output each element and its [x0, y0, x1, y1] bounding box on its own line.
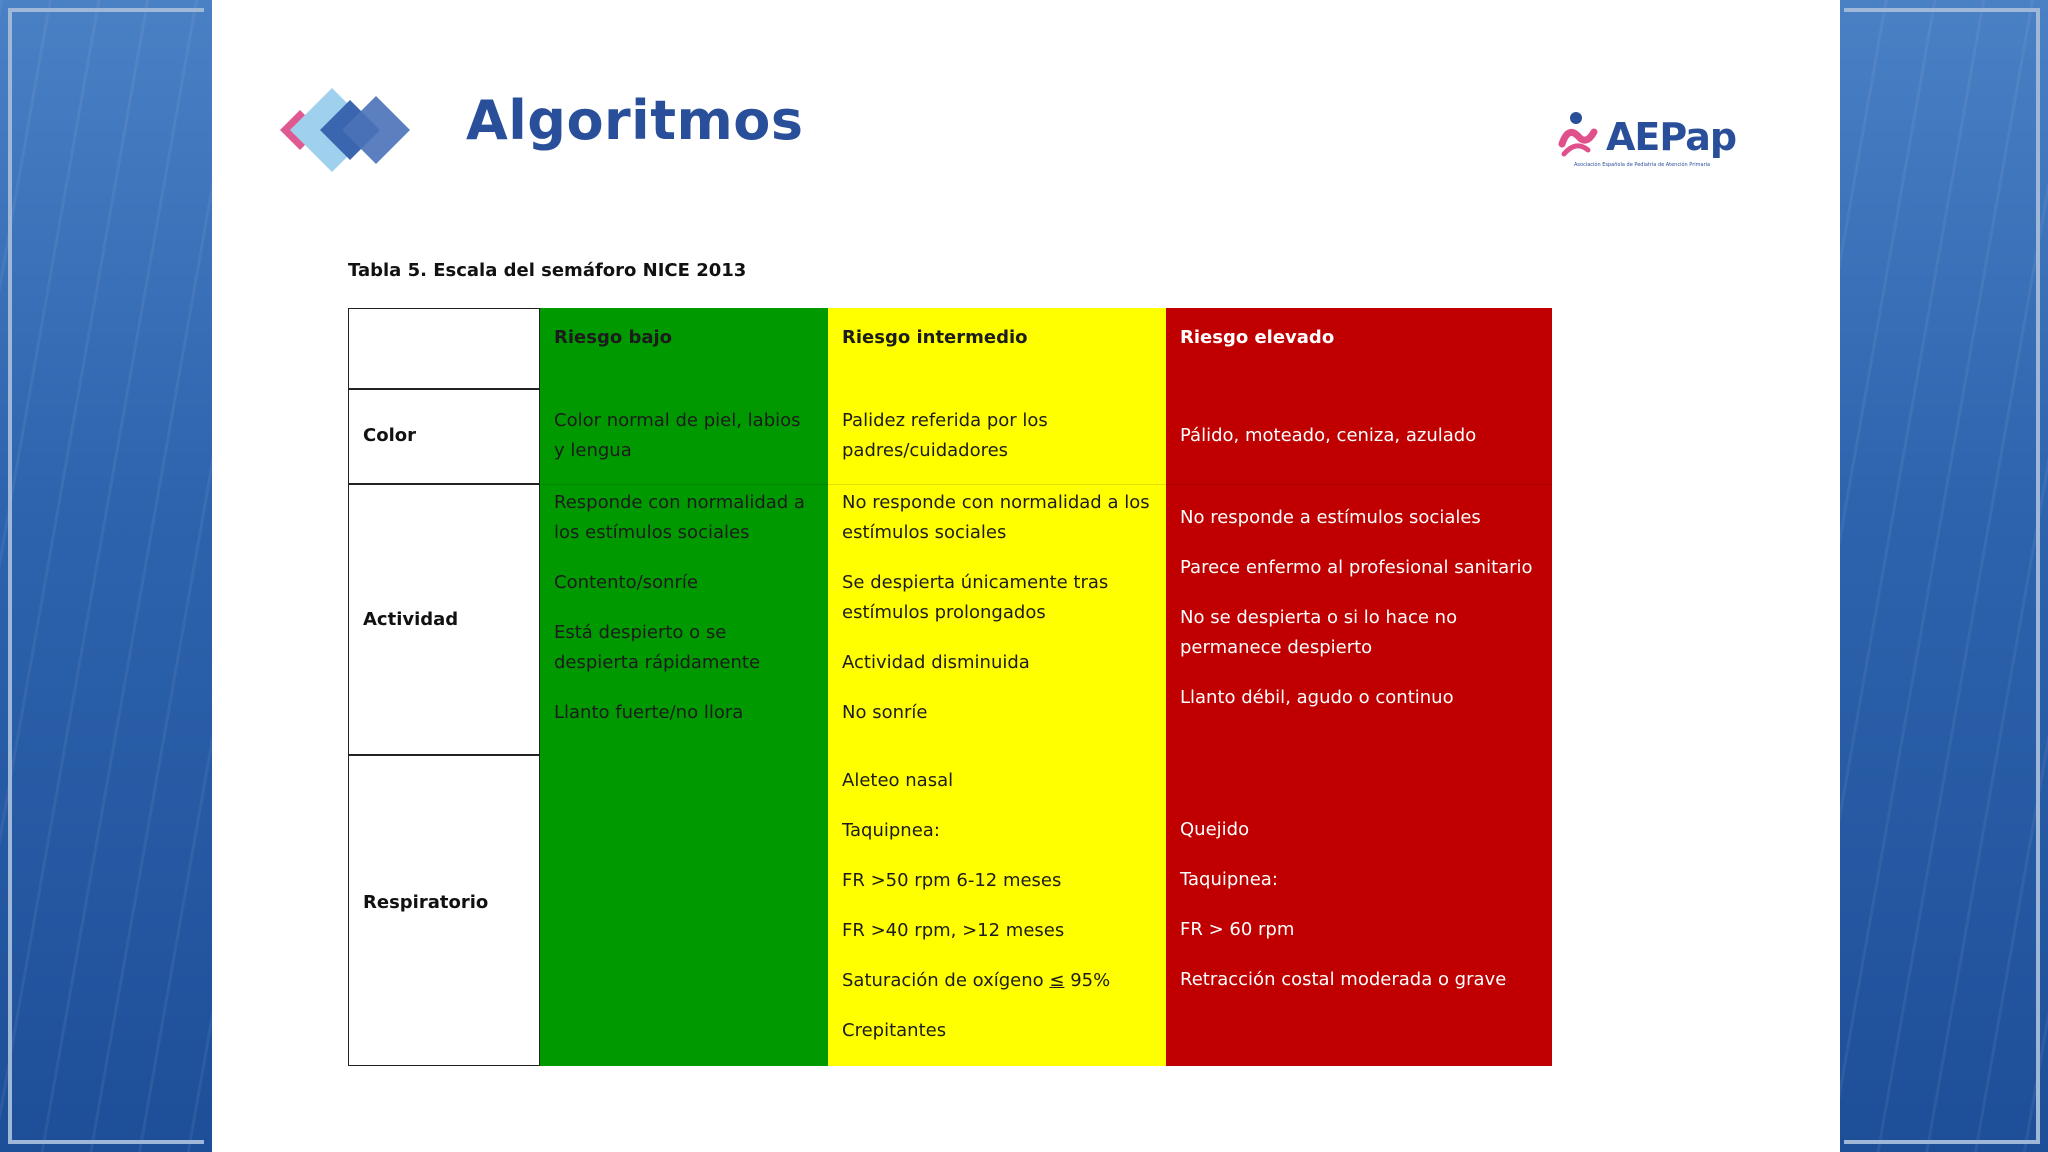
header-riesgo-bajo — [540, 308, 828, 389]
cell-actividad-elevado — [1166, 484, 1552, 755]
list-item: Llanto débil, agudo o continuo — [1180, 687, 1454, 708]
header-label: Riesgo bajo — [554, 327, 673, 348]
cell-respiratorio-elevado — [1166, 755, 1552, 1066]
cell-actividad-intermedio — [828, 484, 1166, 755]
list-item: Llanto fuerte/no llora — [554, 702, 744, 723]
list-item: FR >40 rpm, >12 meses — [842, 920, 1065, 941]
list-item: No responde con normalidad a los estímulos sociales — [842, 492, 1150, 543]
list-item: Taquipnea: — [842, 820, 940, 841]
list-item: FR > 60 rpm — [1180, 919, 1295, 940]
cell-respiratorio-intermedio — [828, 755, 1166, 1066]
frame-left — [8, 8, 204, 1144]
logo-title: Algoritmos — [466, 89, 804, 152]
cell-list — [1180, 503, 1540, 713]
le-symbol: ≤ — [1049, 970, 1065, 991]
cell-text: Palidez referida por los padres/cuidadores — [842, 410, 1048, 461]
cell-text: Color normal de piel, labios y lengua — [554, 410, 801, 461]
row-divider — [540, 484, 1552, 485]
cell-respiratorio-bajo — [540, 755, 828, 1066]
list-item — [842, 966, 1154, 996]
header-empty-cell — [348, 308, 540, 389]
cell-actividad-bajo — [540, 484, 828, 755]
list-item: Retracción costal moderada o grave — [1180, 969, 1507, 990]
list-item: Responde con normalidad a los estímulos sociales — [554, 492, 805, 543]
text-span: 95% — [1064, 970, 1111, 991]
aepap-subtitle: Asociación Española de Pediatría de Atención Primaria — [1574, 162, 1711, 168]
cell-list — [842, 488, 1154, 728]
list-item: No sonríe — [842, 702, 928, 723]
header-riesgo-elevado — [1166, 308, 1552, 389]
row-label: Respiratorio — [363, 892, 489, 913]
list-item: Actividad disminuida — [842, 652, 1030, 673]
header-label: Riesgo elevado — [1180, 327, 1335, 348]
nice-traffic-light-table — [348, 308, 1552, 1066]
background-right-panel — [1836, 0, 2048, 1152]
frame-right — [1844, 8, 2040, 1144]
list-item: Se despierta únicamente tras estímulos prolongados — [842, 572, 1109, 623]
list-item: FR >50 rpm 6-12 meses — [842, 870, 1062, 891]
list-item: No se despierta o si lo hace no permanece despierto — [1180, 607, 1458, 658]
cell-list — [554, 488, 816, 728]
list-item: Taquipnea: — [1180, 869, 1278, 890]
list-item: Quejido — [1180, 819, 1250, 840]
list-item: Crepitantes — [842, 1020, 947, 1041]
algoritmos-logo — [258, 84, 804, 176]
row-label: Color — [363, 425, 416, 446]
header-riesgo-intermedio — [828, 308, 1166, 389]
row-label: Actividad — [363, 609, 459, 630]
list-item: Parece enfermo al profesional sanitario — [1180, 557, 1533, 578]
row-label-cell — [348, 484, 540, 755]
list-item: Contento/sonríe — [554, 572, 698, 593]
text-span: Saturación de oxígeno — [842, 970, 1050, 991]
cell-color-elevado — [1166, 389, 1552, 484]
list-item: No responde a estímulos sociales — [1180, 507, 1481, 528]
cell-color-bajo — [540, 389, 828, 484]
cell-list — [1180, 815, 1540, 995]
aepap-logo — [1558, 110, 1758, 176]
cell-list — [842, 766, 1154, 1046]
row-label-cell — [348, 389, 540, 484]
list-item: Aleteo nasal — [842, 770, 954, 791]
cell-color-intermedio — [828, 389, 1166, 484]
header-label: Riesgo intermedio — [842, 327, 1028, 348]
list-item: Está despierto o se despierta rápidamente — [554, 622, 761, 673]
diamond-logo-icon — [258, 84, 458, 176]
row-label-cell — [348, 755, 540, 1066]
slide — [212, 0, 1840, 1152]
aepap-wordmark: AEPap — [1606, 115, 1737, 159]
background-left-panel — [0, 0, 212, 1152]
cell-text: Pálido, moteado, ceniza, azulado — [1180, 425, 1477, 446]
table-caption: Tabla 5. Escala del semáforo NICE 2013 — [348, 260, 747, 281]
